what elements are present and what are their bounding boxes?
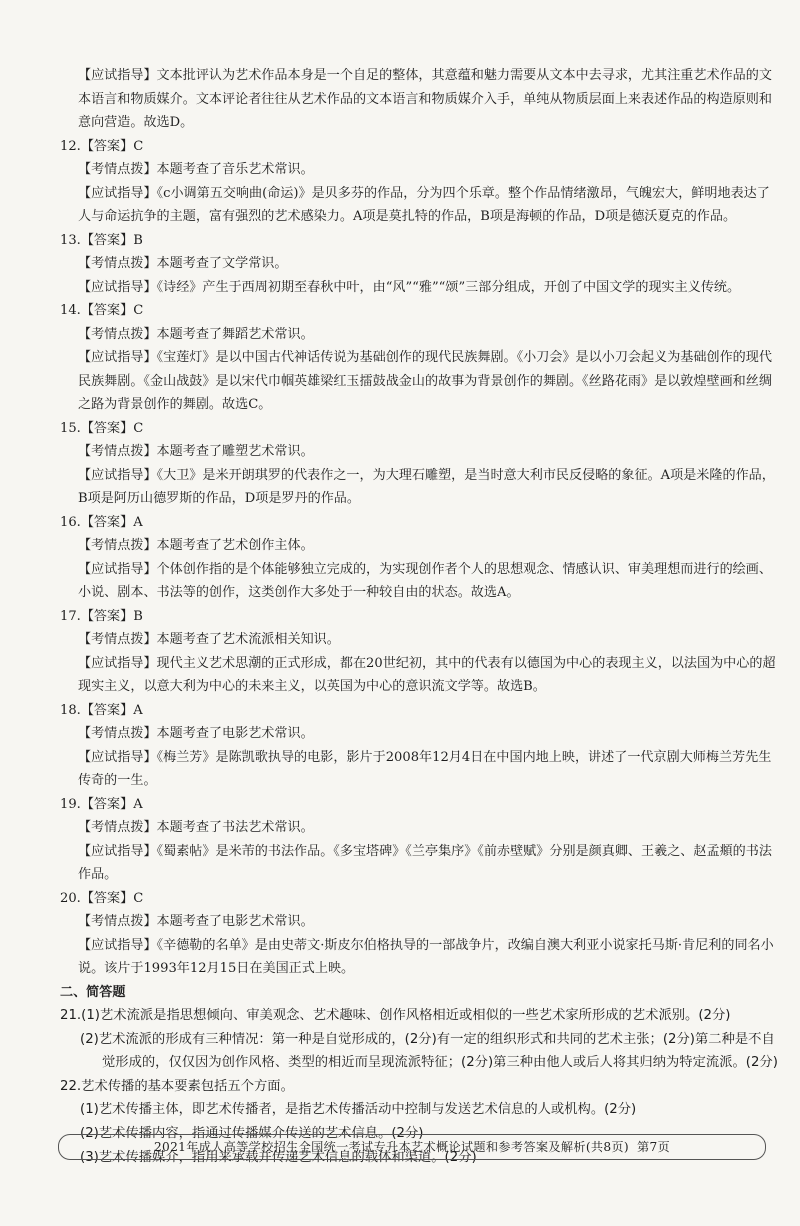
exam-point-20: 【考情点拨】本题考查了电影艺术常识。: [78, 914, 314, 929]
exam-point-18: 【考情点拨】本题考查了电影艺术常识。: [78, 726, 314, 741]
answer-15: 15.【答案】C: [60, 420, 144, 436]
short-answer-22: 22.艺术传播的基本要素包括五个方面。: [60, 1078, 294, 1094]
guidance-paragraph: 【应试指导】文本批评认为艺术作品本身是一个自足的整体，其意蕴和魅力需要从文本中去寻求，尤其注重艺术作品的文本语言和物质媒介。文本评论者往往从艺术作品的文本语言和物质媒介入手，单纯从物质层面上来表述作品的构造原则和意向营造。故选D。: [78, 68, 772, 130]
short-answer-22-1: (1)艺术传播主体，即艺术传播者，是指艺术传播活动中控制与发送艺术信息的人或机构。(2分): [80, 1102, 637, 1118]
answer-16: 16.【答案】A: [60, 514, 143, 530]
section-title: 二、简答题: [60, 984, 126, 1000]
answer-20: 20.【答案】C: [60, 890, 144, 906]
exam-point-13: 【考情点拨】本题考查了文学常识。: [78, 256, 288, 271]
answer-18: 18.【答案】A: [60, 702, 143, 718]
exam-point-19: 【考情点拨】本题考查了书法艺术常识。: [78, 820, 314, 835]
short-answer-21-2: (2)艺术流派的形成有三种情况：第一种是自觉形成的，(2分)有一定的组织形式和共同的艺术主张；(2分)第二种是不自觉形成的，仅仅因为创作风格、类型的相近而呈现流派特征；(2分)第三种由他人或后人将其归纳为特定流派。(2分): [80, 1031, 778, 1071]
answer-13: 13.【答案】B: [60, 232, 143, 248]
guidance-14: 【应试指导】《宝莲灯》是以中国古代神话传说为基础创作的现代民族舞剧。《小刀会》是以小刀会起义为基础创作的现代民族舞剧。《金山战鼓》是以宋代巾帼英雄梁红玉擂鼓战金山的故事为背景创作的舞剧。《丝路花雨》是以敦煌壁画和丝绸之路为背景创作的舞剧。故选C。: [78, 350, 772, 412]
guidance-16: 【应试指导】个体创作指的是个体能够独立完成的，为实现创作者个人的思想观念、情感认识、审美理想而进行的绘画、小说、剧本、书法等的创作，这类创作大多处于一种较自由的状态。故选A。: [78, 561, 772, 600]
short-answer-22-3: (3)艺术传播媒介，指用来承载并传递艺术信息的载体和渠道。(2分): [80, 1149, 477, 1165]
exam-point-12: 【考情点拨】本题考查了音乐艺术常识。: [78, 162, 314, 177]
answer-19: 19.【答案】A: [60, 796, 143, 812]
guidance-15: 【应试指导】《大卫》是米开朗琪罗的代表作之一，为大理石雕塑，是当时意大利市民反侵略的象征。A项是米隆的作品，B项是阿历山德罗斯的作品，D项是罗丹的作品。: [78, 467, 775, 506]
answer-14: 14.【答案】C: [60, 303, 144, 318]
guidance-17: 【应试指导】现代主义艺术思潮的正式形成，都在20世纪初，其中的代表有以德国为中心的表现主义，以法国为中心的超现实主义，以意大利为中心的未来主义，以英国为中心的意识流文学等。故选B。: [78, 655, 776, 694]
answer-12: 12.【答案】C: [60, 138, 144, 154]
guidance-20: 【应试指导】《辛德勒的名单》是由史蒂文·斯皮尔伯格执导的一部战争片，改编自澳大利亚小说家托马斯·肯尼利的同名小说。该片于1993年12月15日在美国正式上映。: [78, 937, 774, 976]
exam-point-14: 【考情点拨】本题考查了舞蹈艺术常识。: [78, 326, 314, 342]
footer-text: 2021年成人高等学校招生全国统一考试专升本艺术概论试题和参考答案及解析(共8页): [154, 1140, 629, 1154]
guidance-19: 【应试指导】《蜀素帖》是米芾的书法作品。《多宝塔碑》《兰亭集序》《前赤壁赋》分别是颜真卿、王羲之、赵孟頫的书法作品。: [78, 843, 772, 882]
short-answer-22-2: (2)艺术传播内容，指通过传播媒介传送的艺术信息。(2分): [80, 1125, 424, 1141]
answer-17: 17.【答案】B: [60, 608, 143, 624]
answer-content: [60, 64, 778, 1169]
guidance-12: 【应试指导】《c小调第五交响曲(命运)》是贝多芬的作品，分为四个乐章。整个作品情绪激昂，气魄宏大，鲜明地表达了人与命运抗争的主题，富有强烈的艺术感染力。A项是莫扎特的作品，B项是海顿的作品，D项是德沃夏克的作品。: [78, 185, 770, 224]
guidance-13: 【应试指导】《诗经》产生于西周初期至春秋中叶，由“风”“雅”“颂”三部分组成，开创了中国文学的现实主义传统。: [78, 279, 741, 295]
exam-point-17: 【考情点拨】本题考查了艺术流派相关知识。: [78, 632, 340, 647]
guidance-18: 【应试指导】《梅兰芳》是陈凯歌执导的电影，影片于2008年12月4日在中国内地上映，讲述了一代京剧大师梅兰芳先生传奇的一生。: [78, 749, 772, 788]
page-footer: [58, 1134, 766, 1160]
page-number: 第7页: [636, 1140, 670, 1154]
exam-point-16: 【考情点拨】本题考查了艺术创作主体。: [78, 538, 314, 553]
short-answer-21-1: 21.(1)艺术流派是指思想倾向、审美观念、艺术趣味、创作风格相近或相似的一些艺术家所形成的艺术派别。(2分): [60, 1008, 731, 1023]
exam-point-15: 【考情点拨】本题考查了雕塑艺术常识。: [78, 444, 314, 459]
